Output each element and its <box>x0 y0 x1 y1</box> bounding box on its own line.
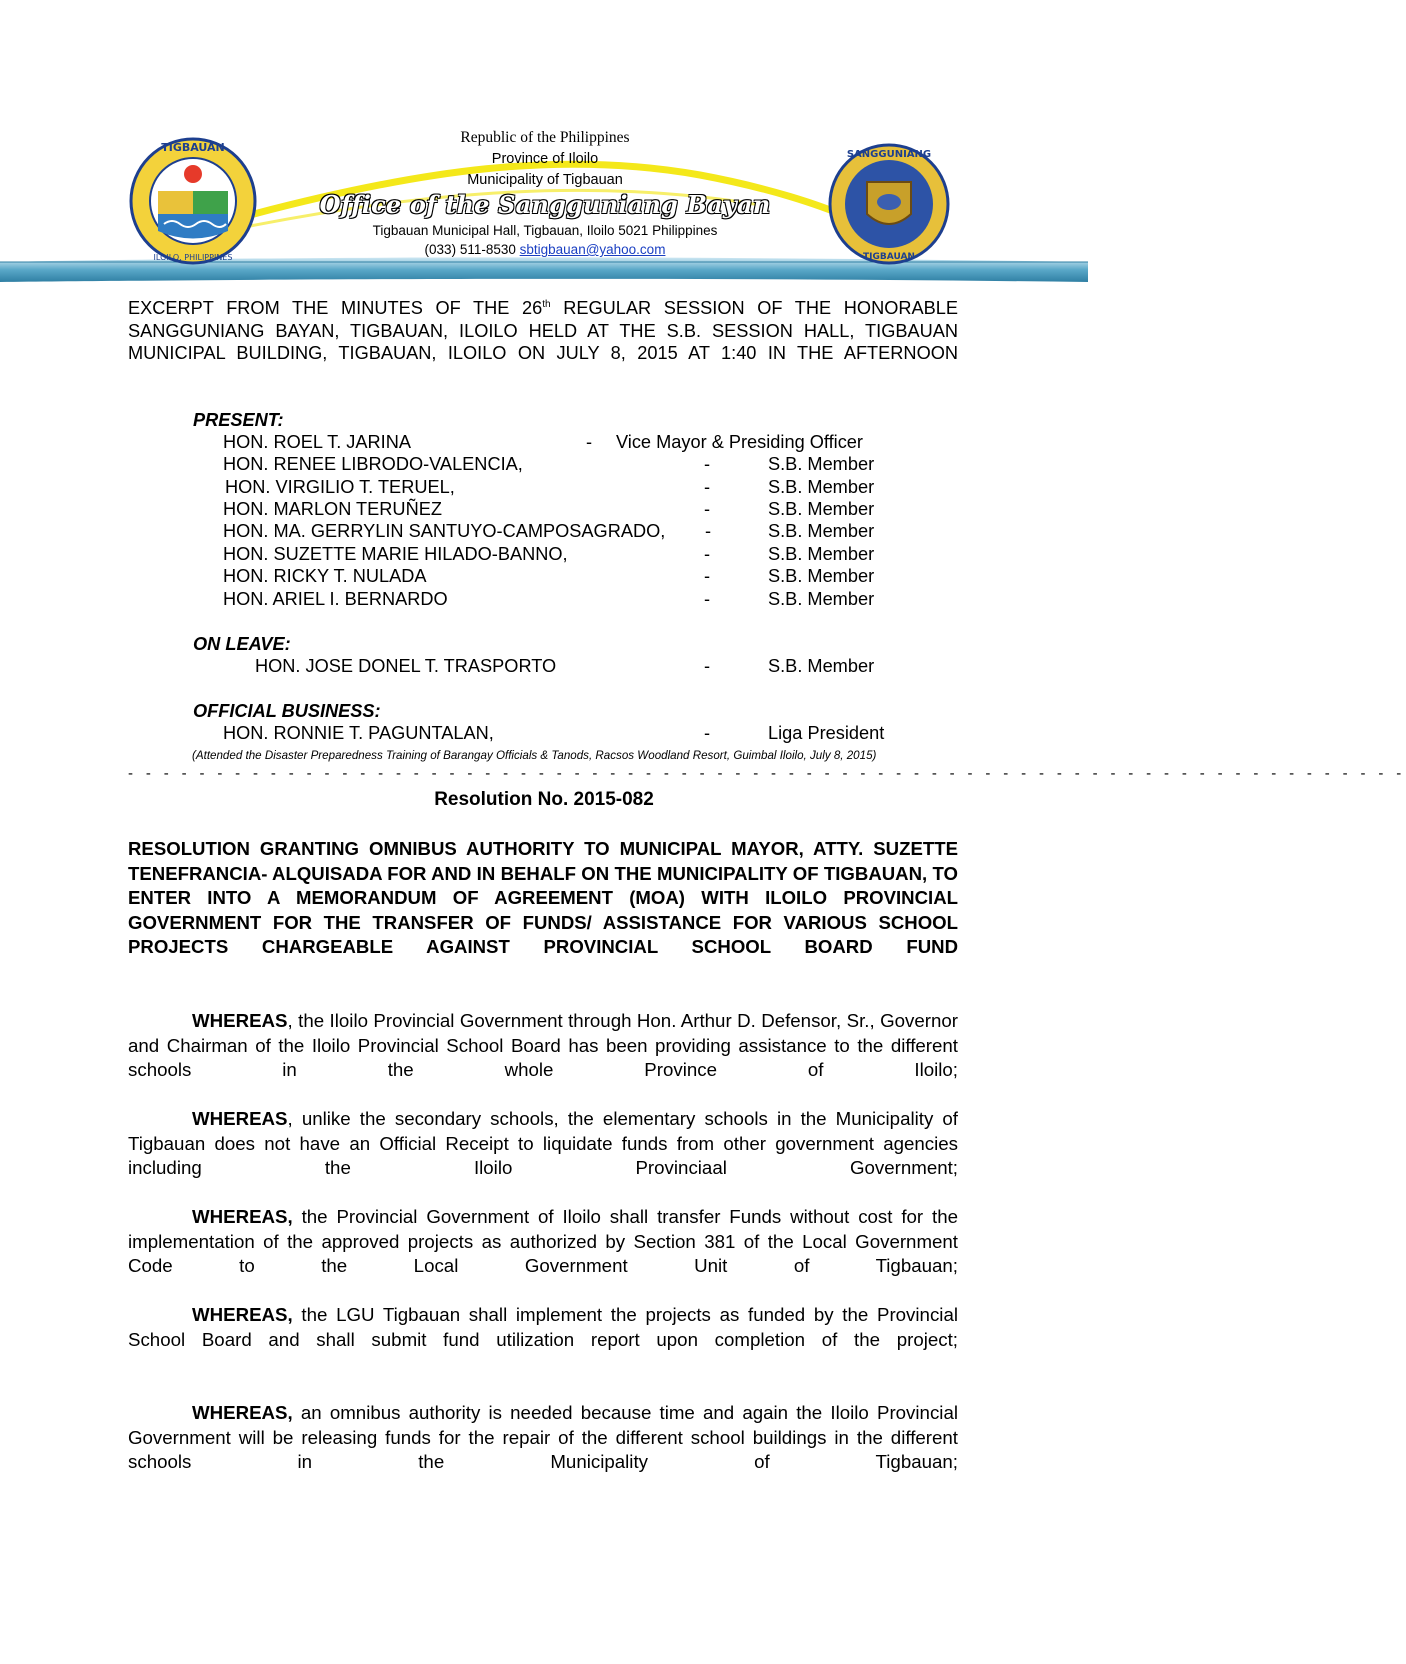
office-address: Tigbauan Municipal Hall, Tigbauan, Iloilo 5021 Philippines <box>372 223 718 238</box>
attendee-dash: - <box>705 521 712 541</box>
whereas-text: an omnibus authority is needed because time and again the Iloilo Provincial Government will be releasing funds for the repair of the different school buildings in the different schools in the Municipality of Tigbauan; <box>128 1402 958 1472</box>
attendee-dash: - <box>704 589 711 609</box>
attendee-dash: - <box>586 432 593 452</box>
municipality-seal-icon <box>128 136 258 266</box>
attendee-name: HON. MARLON TERUÑEZ <box>223 499 442 519</box>
office-title: Office of the Sangguniang Bayan <box>319 190 771 219</box>
whereas-lead: WHEREAS, <box>192 1402 293 1423</box>
official-business-note: (Attended the Disaster Preparedness Training of Barangay Officials & Tanods, Racsos Woodland Resort, Guimbal Iloilo, July 8, 2015) <box>192 749 877 762</box>
attendee-name: HON. SUZETTE MARIE HILADO-BANNO, <box>223 544 568 564</box>
whereas-lead: WHEREAS <box>192 1010 288 1031</box>
resolution-number: Resolution No. 2015-082 <box>434 789 654 810</box>
attendee-name: HON. RICKY T. NULADA <box>223 566 427 586</box>
whereas-text: , the Iloilo Provincial Government through Hon. Arthur D. Defensor, Sr., Governor and Chairman of the Iloilo Provincial School Board has been providing assistance to the different schools in the whole Province of Iloilo; <box>128 1010 958 1080</box>
province-line: Province of Iloilo <box>491 151 599 167</box>
whereas-text: the Provincial Government of Iloilo shall transfer Funds without cost for the implementation of the approved projects as authorized by Section 381 of the Local Government Code to the Local Government Unit of Tigbauan; <box>128 1206 958 1276</box>
svg-text:ILOILO, PHILIPPINES: ILOILO, PHILIPPINES <box>153 253 233 262</box>
attendee-name: HON. JOSE DONEL T. TRASPORTO <box>255 656 557 676</box>
attendee-role: S.B. Member <box>768 656 875 676</box>
official-business-heading: OFFICIAL BUSINESS: <box>193 701 381 721</box>
office-email-link[interactable]: sbtigbauan@yahoo.com <box>519 242 666 257</box>
whereas-lead: WHEREAS, <box>192 1206 293 1227</box>
whereas-clause <box>128 1205 958 1279</box>
whereas-text: , unlike the secondary schools, the elementary schools in the Municipality of Tigbauan does not have an Official Receipt to liquidate funds from other government agencies including the Iloilo Provinciaal Government; <box>128 1108 958 1178</box>
whereas-lead: WHEREAS, <box>192 1304 293 1325</box>
attendee-role: S.B. Member <box>768 589 875 609</box>
attendee-dash: - <box>704 454 711 474</box>
whereas-clause <box>128 1107 958 1181</box>
attendee-dash: - <box>704 723 711 743</box>
excerpt-text-pre: EXCERPT FROM THE MINUTES OF THE 26 <box>128 298 543 318</box>
attendee-role: S.B. Member <box>768 566 875 586</box>
attendee-role: S.B. Member <box>768 499 875 519</box>
whereas-clause <box>128 1009 958 1083</box>
svg-text:TIGBAUAN: TIGBAUAN <box>161 141 225 154</box>
whereas-text: the LGU Tigbauan shall implement the projects as funded by the Provincial School Board and shall submit fund utilization report upon completion of the project; <box>128 1304 958 1350</box>
attendee-name: HON. VIRGILIO T. TERUEL, <box>225 477 455 497</box>
minutes-excerpt-heading <box>128 297 958 365</box>
municipality-line: Municipality of Tigbauan <box>467 172 623 188</box>
attendee-dash: - <box>704 477 711 497</box>
attendee-role: S.B. Member <box>768 521 875 541</box>
attendee-name: HON. MA. GERRYLIN SANTUYO-CAMPOSAGRADO, <box>223 521 666 541</box>
svg-text:SANGGUNIANG: SANGGUNIANG <box>846 149 932 160</box>
attendee-role: S.B. Member <box>768 454 875 474</box>
whereas-clause <box>128 1303 958 1352</box>
whereas-clause <box>128 1401 958 1475</box>
attendee-name: HON. RENEE LIBRODO-VALENCIA, <box>223 454 523 474</box>
attendee-dash: - <box>704 656 711 676</box>
attendee-dash: - <box>704 499 711 519</box>
excerpt-ordinal-suffix: th <box>542 298 551 310</box>
attendee-role: Vice Mayor & Presiding Officer <box>616 432 863 452</box>
on-leave-heading: ON LEAVE: <box>193 634 291 654</box>
office-contact <box>300 242 790 257</box>
office-phone: (033) 511-8530 <box>424 242 516 257</box>
republic-line: Republic of the Philippines <box>460 129 630 146</box>
attendee-role: S.B. Member <box>768 477 875 497</box>
attendee-dash: - <box>704 544 711 564</box>
attendee-name: HON. ROEL T. JARINA <box>223 432 411 452</box>
separator-line: - - - - - - - - - - - - - - - - - - - - - - - - - - - - - - - - - - - - - - - - - - - - - - - - - - - - - - - - - - - - - - - - - - - - - - - - <box>128 765 1406 782</box>
resolution-title: RESOLUTION GRANTING OMNIBUS AUTHORITY TO MUNICIPAL MAYOR, ATTY. SUZETTE TENEFRANCIA- ALQUISADA FOR AND IN BEHALF ON THE MUNICIPALITY OF TIGBAUAN, TO ENTER INTO A MEMORANDUM OF AGREEMENT (MOA) WITH ILOILO PROVINCIAL GOVERNMENT FOR THE TRANSFER OF FUNDS/ ASSISTANCE FOR VARIOUS SCHOOL PROJECTS CHARGEABLE AGAINST PROVINCIAL SCHOOL BOARD FUND <box>128 838 958 957</box>
attendee-role: Liga President <box>768 723 885 743</box>
svg-text:TIGBAUAN: TIGBAUAN <box>863 252 915 262</box>
attendee-name: HON. RONNIE T. PAGUNTALAN, <box>223 723 494 743</box>
attendee-dash: - <box>704 566 711 586</box>
present-heading: PRESENT: <box>193 410 284 430</box>
sangguniang-bayan-seal-icon <box>827 142 951 266</box>
excerpt-text-post: REGULAR SESSION OF THE HONORABLE SANGGUNIANG BAYAN, TIGBAUAN, ILOILO HELD AT THE S.B. SESSION HALL, TIGBAUAN MUNICIPAL BUILDING, TIGBAUAN, ILOILO ON JULY 8, 2015 AT 1:40 IN THE AFTERNOON <box>128 298 959 363</box>
attendee-name: HON. ARIEL I. BERNARDO <box>223 589 448 609</box>
whereas-lead: WHEREAS <box>192 1108 288 1129</box>
attendee-role: S.B. Member <box>768 544 875 564</box>
